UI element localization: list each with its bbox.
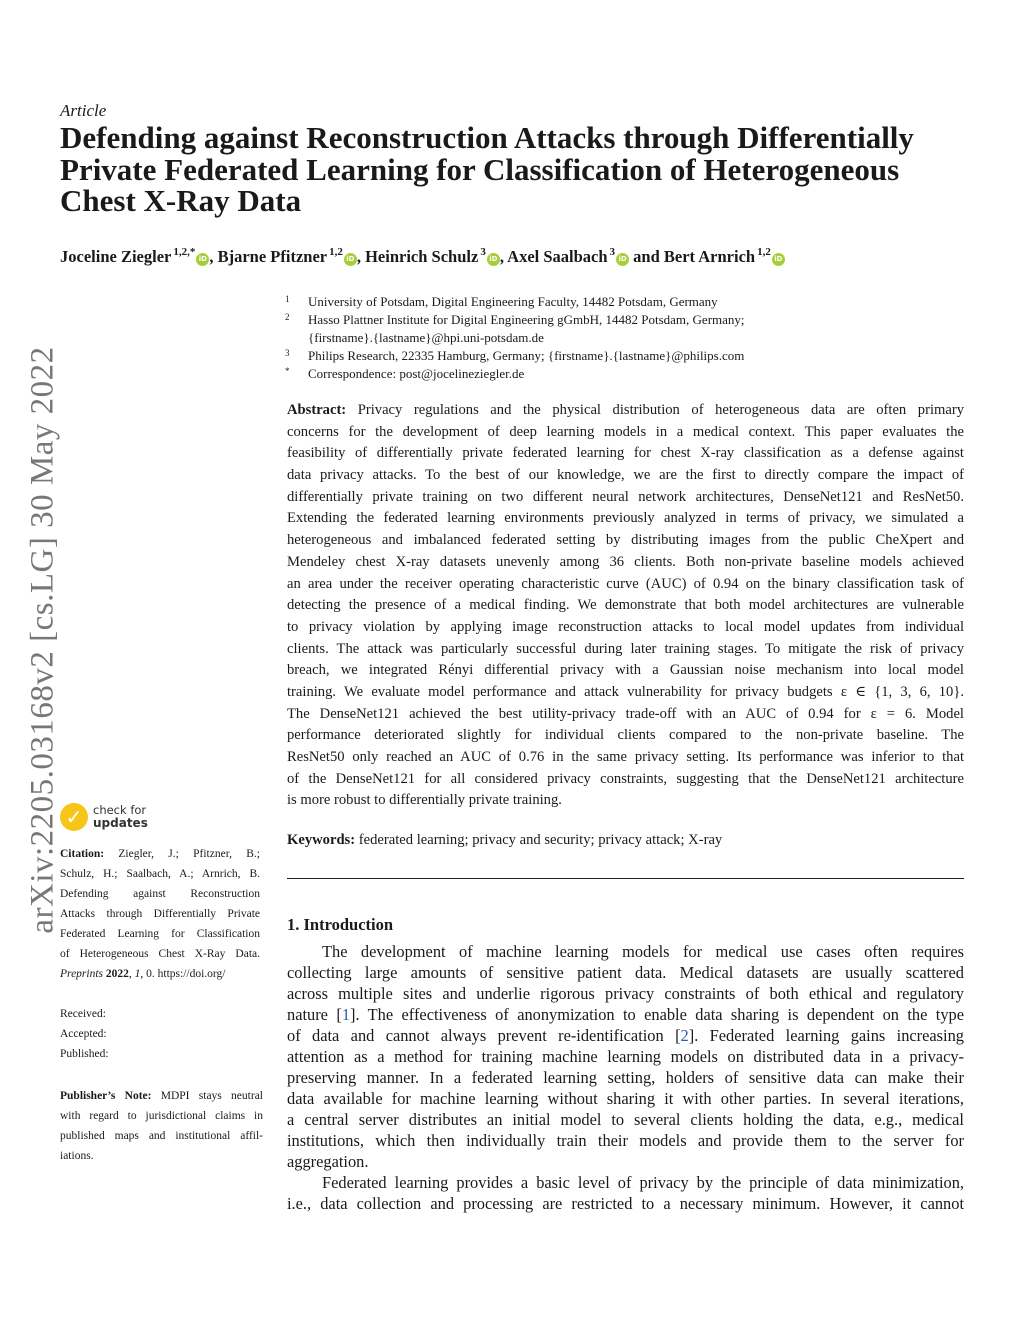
- affiliation-number: 2: [285, 312, 290, 322]
- line-text: feasibility of differentially private federated learning for chest X-ray classification as a defense against: [287, 445, 964, 462]
- line-text: The development of machine learning models for medical use cases often requires: [322, 942, 964, 961]
- affiliation-text: {firstname}.{lastname}@hpi.uni-potsdam.de: [308, 330, 544, 345]
- line-text: clients. The attack was particularly successful during later training stages. To mitigate the risk of privacy: [287, 640, 964, 657]
- text-line: [287, 983, 964, 1004]
- check-for-updates-button[interactable]: [60, 803, 148, 831]
- line-text: Privacy regulations and the physical distribution of heterogeneous data are often primary: [357, 402, 964, 418]
- author-separator: and: [629, 247, 664, 266]
- text-line: [287, 1025, 964, 1046]
- line-text: detecting the presence of a medical finding. We demonstrate that both model architectures are vulnerable: [287, 597, 964, 614]
- text-line: [287, 1067, 964, 1088]
- line-text: Schulz, H.; Saalbach, A.; Arnrich, B.: [60, 868, 260, 880]
- line-text: a central server distributes an initial model to several clients holding the data, e.g., medical: [287, 1110, 964, 1129]
- author-name: Heinrich Schulz: [365, 247, 479, 266]
- author-affiliation-marks: 3: [609, 246, 616, 258]
- author-name: Bjarne Pfitzner: [217, 247, 328, 266]
- keywords-label: Keywords:: [287, 832, 356, 848]
- check-updates-line2: updates: [93, 816, 148, 830]
- author-affiliation-marks: 1,2: [757, 246, 771, 258]
- text-line: [287, 769, 964, 791]
- section-divider: [287, 878, 964, 879]
- affiliation-text: Philips Research, 22335 Hamburg, Germany; {firstname}.{lastname}@philips.com: [308, 348, 745, 363]
- paper-title: [60, 122, 980, 217]
- line-text: Mendeley chest X-ray datasets unevenly among 36 clients. Both non-private baseline models achieved: [287, 553, 964, 570]
- affiliation-number: [285, 329, 308, 347]
- text-line: [287, 790, 964, 812]
- affiliation-line: [285, 347, 745, 365]
- text-line: [60, 924, 260, 944]
- line-text: is more robust to differentially private training.: [287, 792, 562, 809]
- text-line: [287, 747, 964, 769]
- text-line: [60, 1086, 263, 1106]
- text-line: [60, 864, 260, 884]
- text-line: [287, 1088, 964, 1109]
- reference-link[interactable]: 2: [680, 1026, 689, 1045]
- author-affiliation-marks: 1,2,*: [173, 246, 196, 258]
- text-line: [287, 725, 964, 747]
- line-text: MDPI stays neutral: [160, 1090, 263, 1102]
- citation-journal: Preprints: [60, 968, 104, 980]
- section-heading: 1. Introduction: [287, 915, 394, 934]
- affiliation-line: [285, 311, 745, 329]
- line-text: Defending against Reconstruction: [60, 888, 260, 900]
- line-text: Extending the federated learning environments previously analyzed in terms of privacy, we simulated a: [287, 510, 964, 527]
- affiliation-text: Hasso Plattner Institute for Digital Engineering gGmbH, 14482 Potsdam, Germany;: [308, 312, 745, 327]
- affiliation-number: *: [285, 366, 290, 376]
- affiliation-number: 3: [285, 348, 290, 358]
- text-line: [60, 1106, 263, 1126]
- author-name: Bert Arnrich: [663, 247, 756, 266]
- affiliation-line: [285, 329, 745, 347]
- author-separator: ,: [209, 247, 218, 266]
- line-text: data privacy attacks. To the best of our knowledge, we are the first to directly compare the impact of: [287, 467, 964, 484]
- line-text: attention as a method for training machine learning models on distributed data in a privacy-: [287, 1047, 964, 1066]
- introduction-body: [287, 941, 964, 1214]
- orcid-icon[interactable]: iD: [616, 253, 629, 266]
- text-line: [287, 422, 964, 444]
- line-text: data available for machine learning without sharing it with other parties. In several iterations,: [287, 1089, 964, 1108]
- text-line: [60, 884, 260, 904]
- orcid-icon[interactable]: iD: [344, 253, 357, 266]
- citation-year: 2022: [105, 968, 129, 980]
- line-text: The DenseNet121 achieved the best utility-privacy trade-off with an AUC of 0.94 for ε = 6. Model: [287, 705, 964, 722]
- text-line: [287, 1109, 964, 1130]
- text-line: [287, 941, 964, 962]
- text-line: [287, 962, 964, 983]
- publishers-note: [60, 1086, 263, 1166]
- affiliation-line: [285, 293, 745, 311]
- text-line: [287, 595, 964, 617]
- line-text: ResNet50 only reached an AUC of 0.76 in the same privacy setting. Its performance was inferior to that: [287, 749, 964, 765]
- line-text: published maps and institutional affil-: [60, 1130, 263, 1142]
- text-line: [287, 1172, 964, 1193]
- text-line: [287, 400, 964, 422]
- line-text: performance deteriorated slightly for individual clients compared to the non-private baseline. The: [287, 727, 964, 744]
- reference-link[interactable]: 1: [341, 1005, 351, 1024]
- affiliation-line: [285, 365, 745, 383]
- text-line: [287, 639, 964, 661]
- text-line: [287, 574, 964, 596]
- publication-dates: [60, 1004, 109, 1064]
- line-text: institutions, which then individually train their models and provide them to the server for: [287, 1131, 964, 1150]
- line-text: Federated Learning for Classification: [60, 928, 260, 940]
- orcid-icon[interactable]: iD: [772, 253, 785, 266]
- citation-volume: 1: [134, 968, 141, 980]
- affiliation-text: University of Potsdam, Digital Engineering Faculty, 14482 Potsdam, Germany: [308, 294, 718, 309]
- line-text: aggregation.: [287, 1152, 369, 1171]
- line-text: training. We evaluate model performance and attack vulnerability for privacy budgets ε ∈ {1, 3, 6, 10}.: [287, 683, 964, 700]
- block-label: Publisher’s Note:: [60, 1090, 152, 1102]
- line-text: with regard to jurisdictional claims in: [60, 1110, 263, 1122]
- orcid-icon[interactable]: iD: [487, 253, 500, 266]
- text-line: [287, 487, 964, 509]
- keywords: [287, 832, 722, 849]
- line-text: concerns for the development of deep learning models in a medical context. This paper evaluates the: [287, 423, 964, 440]
- block-label: Abstract:: [287, 402, 347, 418]
- title-line: Chest X-Ray Data: [60, 183, 302, 218]
- text-line: [287, 1151, 964, 1172]
- checkmark-icon: ✓: [60, 803, 88, 831]
- author-separator: ,: [356, 247, 366, 266]
- accepted-label: Accepted:: [60, 1028, 107, 1040]
- line-text: across multiple sites and underlie rigorous privacy constraints of both ethical and regulatory: [287, 984, 964, 1003]
- text-line: [60, 844, 260, 864]
- text-line: [287, 617, 964, 639]
- affiliation-text: Correspondence: post@jocelineziegler.de: [308, 366, 525, 381]
- line-text: Ziegler, J.; Pfitzner, B.;: [118, 848, 260, 860]
- citation-doi: , 0. https://doi.org/: [140, 968, 226, 980]
- text-line: [287, 530, 964, 552]
- text-line: [287, 1130, 964, 1151]
- affiliations: [285, 293, 745, 383]
- text-line: [287, 682, 964, 704]
- text-line: [287, 508, 964, 530]
- line-text: to privacy violation by applying image reconstruction attacks to local model updates from individual: [287, 618, 964, 635]
- author-affiliation-marks: 1,2: [329, 246, 343, 258]
- text-line: [287, 1046, 964, 1067]
- title-line: Defending against Reconstruction Attacks through Differentially: [60, 120, 914, 155]
- line-text: Federated learning provides a basic level of privacy by the principle of data minimization,: [322, 1173, 964, 1192]
- line-text: i.e., data collection and processing are restricted to a necessary minimum. However, it cannot: [287, 1194, 964, 1213]
- line-text: an area under the receiver operating characteristic curve (AUC) of 0.94 on the binary classification task of: [287, 575, 964, 592]
- text-line: [60, 1126, 263, 1146]
- article-type: Article: [60, 101, 107, 120]
- citation-block: [60, 844, 260, 984]
- published-label: Published:: [60, 1048, 109, 1060]
- text-line: [287, 552, 964, 574]
- line-text: of data and cannot always prevent re-identification [2]. Federated learning gains increasing: [287, 1026, 965, 1045]
- line-text: Attacks through Differentially Private: [60, 908, 260, 920]
- author-list: [60, 246, 785, 267]
- line-text: of Heterogeneous Chest X-Ray Data.: [60, 948, 260, 960]
- abstract: [287, 400, 964, 812]
- title-line: Private Federated Learning for Classification of Heterogeneous: [60, 151, 900, 187]
- line-text: preserving manner. In a federated learning setting, holders of sensitive data can make their: [287, 1068, 964, 1087]
- text-line: [287, 443, 964, 465]
- orcid-icon[interactable]: iD: [196, 253, 209, 266]
- text-line: [60, 944, 260, 964]
- author-name: Axel Saalbach: [507, 247, 608, 266]
- line-text: collecting large amounts of sensitive patient data. Medical datasets are usually scattered: [287, 963, 964, 982]
- text-line: [287, 1193, 964, 1214]
- author-affiliation-marks: 3: [480, 246, 486, 258]
- author-name: Joceline Ziegler: [60, 247, 172, 266]
- block-label: Citation:: [60, 848, 105, 860]
- author-separator: ,: [499, 247, 508, 266]
- line-text: iations.: [60, 1150, 94, 1162]
- text-line: [60, 1146, 263, 1166]
- line-text: differentially private training on two different neural network architectures, DenseNet121 and ResNet50.: [287, 488, 964, 505]
- arxiv-identifier-stamp: arXiv:2205.03168v2 [cs.LG] 30 May 2022: [24, 346, 61, 934]
- line-text: of the DenseNet121 for all considered privacy constraints, suggesting that the DenseNet121 architecture: [287, 770, 964, 787]
- line-text: heterogeneous and imbalanced federated setting by distributing images from the public CheXpert and: [287, 532, 964, 549]
- keywords-text: federated learning; privacy and security; privacy attack; X-ray: [358, 832, 723, 848]
- line-text: breach, we integrated Rényi differential privacy with a Gaussian noise mechanism into local model: [287, 662, 964, 679]
- text-line: [287, 465, 964, 487]
- text-line: [287, 704, 964, 726]
- citation-source: Preprints 2022, 1, 0. https://doi.org/: [60, 968, 226, 980]
- affiliation-number: 1: [285, 294, 290, 304]
- line-text: nature [1]. The effectiveness of anonymization to enable data sharing is dependent on the type: [287, 1005, 964, 1024]
- received-label: Received:: [60, 1008, 106, 1020]
- check-updates-line1: check for: [93, 803, 147, 817]
- text-line: [60, 904, 260, 924]
- text-line: [287, 660, 964, 682]
- text-line: [287, 1004, 964, 1025]
